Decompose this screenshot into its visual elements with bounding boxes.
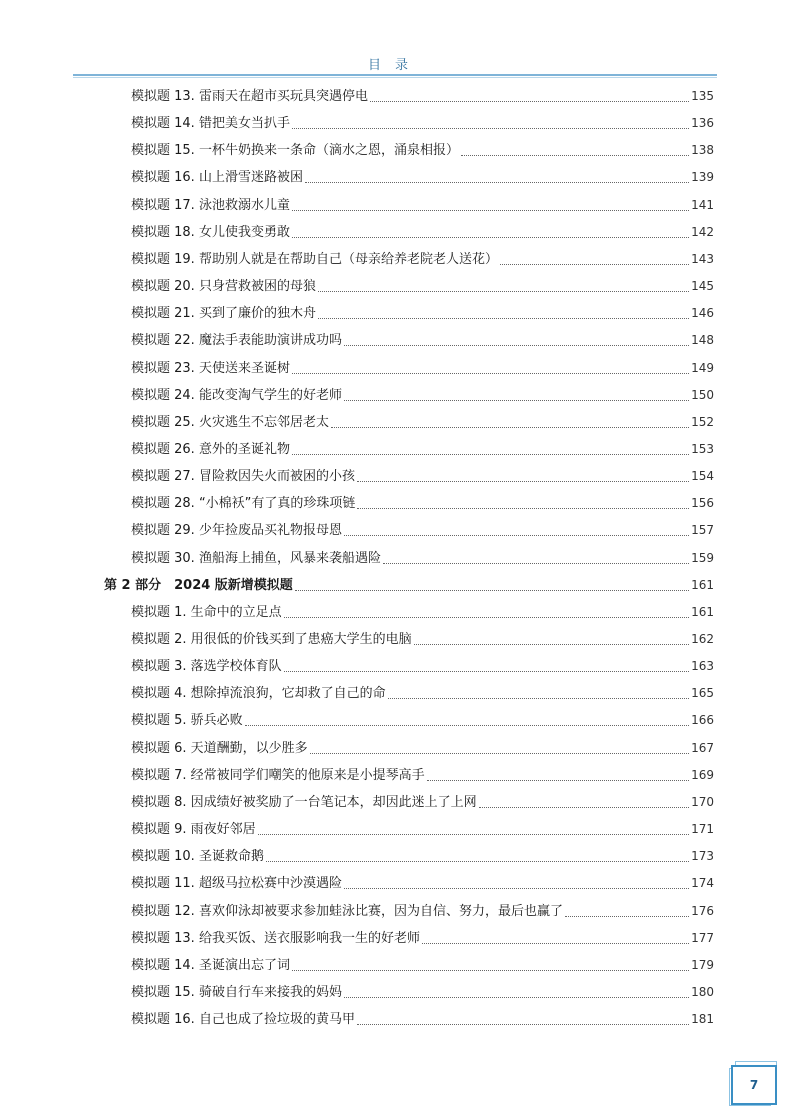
dot-leader [461, 154, 689, 156]
toc-entry-page: 174 [691, 876, 714, 891]
toc-entry-title: 模拟题 24. 能改变淘气学生的好老师 [131, 387, 342, 403]
toc-entry [131, 164, 714, 191]
toc-entry-page: 177 [691, 930, 714, 945]
dot-leader [284, 616, 689, 618]
toc-entry [131, 626, 714, 653]
toc-entry [131, 300, 714, 327]
toc-entry-page: 165 [691, 686, 714, 701]
toc-entry [131, 436, 714, 463]
dot-leader [357, 480, 689, 482]
toc-entry-page: 171 [691, 822, 714, 837]
dot-leader [318, 317, 689, 319]
toc-entry [131, 192, 714, 219]
toc-entry-title: 模拟题 25. 火灾逃生不忘邻居老太 [131, 414, 329, 430]
toc-entry-title: 模拟题 6. 天道酬勤，以少胜多 [131, 740, 308, 756]
toc-entry-page: 150 [691, 387, 714, 402]
page-number-box [729, 1061, 777, 1105]
toc-entry-page: 149 [691, 360, 714, 375]
dot-leader [292, 969, 689, 971]
dot-leader [414, 643, 689, 645]
toc-entry-page: 139 [691, 170, 714, 185]
toc-entry [131, 355, 714, 382]
dot-leader [344, 344, 689, 346]
toc-entry-title: 模拟题 20. 只身营救被困的母狼 [131, 279, 316, 295]
dot-leader [292, 372, 689, 374]
toc-entry-title: 第 2 部分 2024 版新增模拟题 [104, 577, 293, 593]
toc-entry-title: 模拟题 15. 一杯牛奶换来一条命（滴水之恩，涌泉相报） [131, 143, 459, 159]
toc-entry [131, 110, 714, 137]
toc-entry-title: 模拟题 9. 雨夜好邻居 [131, 822, 256, 838]
dot-leader [388, 697, 689, 699]
dot-leader [357, 1023, 689, 1025]
toc-entry-page: 141 [691, 197, 714, 212]
toc-entry [131, 490, 714, 517]
toc-entry-page: 170 [691, 794, 714, 809]
toc-entry-title: 模拟题 4. 想除掉流浪狗，它却救了自己的命 [131, 686, 386, 702]
dot-leader [344, 996, 689, 998]
toc-entry-title: 模拟题 16. 自己也成了捡垃圾的黄马甲 [131, 1012, 355, 1028]
toc-entry-page: 157 [691, 523, 714, 538]
toc-entry [131, 762, 714, 789]
toc-entry-page: 163 [691, 659, 714, 674]
toc-entry-title: 模拟题 13. 给我买饭、送衣服影响我一生的好老师 [131, 930, 420, 946]
toc-entry-page: 156 [691, 496, 714, 511]
toc-header-title: 目录 [367, 58, 422, 73]
dot-leader [331, 426, 689, 428]
toc-entry [131, 653, 714, 680]
toc-entry-page: 162 [691, 632, 714, 646]
toc-entry-title: 模拟题 29. 少年捡废品买礼物报母恩 [131, 523, 342, 539]
toc-entry-page: 152 [691, 414, 714, 429]
toc-entry [131, 707, 714, 734]
dot-leader [292, 127, 689, 129]
dot-leader [344, 399, 689, 401]
toc-entry-title: 模拟题 14. 圣诞演出忘了词 [131, 957, 290, 973]
toc-entry-page: 181 [691, 1012, 714, 1027]
toc-entry-title: 模拟题 27. 冒险救因失火而被困的小孩 [131, 469, 355, 485]
header-rule-thin [73, 77, 717, 78]
dot-leader [245, 724, 689, 726]
toc-entry [131, 843, 714, 870]
toc-entry-page: 161 [691, 604, 714, 619]
toc-entry-title: 模拟题 26. 意外的圣诞礼物 [131, 441, 290, 457]
toc-entry [131, 816, 714, 843]
toc-entry-page: 159 [691, 550, 714, 565]
dot-leader [344, 534, 689, 536]
toc-entry-title: 模拟题 13. 雷雨天在超市买玩具突遇停电 [131, 89, 368, 104]
toc-entry-page: 143 [691, 251, 714, 266]
dot-leader [292, 209, 689, 211]
toc-entry-title: 模拟题 17. 泳池救溺水儿童 [131, 197, 290, 213]
dot-leader [383, 562, 689, 564]
dot-leader [284, 670, 689, 672]
toc-entry [131, 898, 714, 925]
toc-entry-page: 145 [691, 279, 714, 294]
dot-leader [344, 887, 689, 889]
toc-entry-title: 模拟题 3. 落选学校体育队 [131, 659, 282, 675]
toc-entry-title: 模拟题 11. 超级马拉松赛中沙漠遇险 [131, 876, 342, 892]
toc-entry [131, 382, 714, 409]
dot-leader [427, 779, 689, 781]
toc-entry-page: 166 [691, 713, 714, 728]
toc-entry [131, 517, 714, 544]
toc-entry-page: 169 [691, 767, 714, 782]
toc-entry-page: 173 [691, 849, 714, 864]
dot-leader [357, 507, 689, 509]
dot-leader [292, 236, 689, 238]
toc-entry-title: 模拟题 28. “小棉袄”有了真的珍珠项链 [131, 496, 356, 512]
toc-entry-page: 176 [691, 903, 714, 918]
toc-entry [131, 979, 714, 1006]
dot-leader [266, 860, 689, 862]
dot-leader [318, 290, 689, 292]
toc-entry [131, 545, 714, 572]
toc-entry [131, 599, 714, 626]
toc-entry-page: 179 [691, 957, 714, 972]
toc-entry [131, 83, 714, 110]
dot-leader [295, 589, 689, 591]
toc-entry-title: 模拟题 30. 渔船海上捕鱼，风暴来袭船遇险 [131, 550, 381, 566]
toc-entry-title: 模拟题 21. 买到了廉价的独木舟 [131, 306, 316, 322]
dot-leader [305, 181, 689, 183]
toc-entry [131, 789, 714, 816]
toc-entry [131, 273, 714, 300]
dot-leader [310, 752, 689, 754]
toc-entry-title: 模拟题 2. 用很低的价钱买到了患癌大学生的电脑 [131, 632, 412, 647]
toc-entry [131, 463, 714, 490]
toc-entry-page: 142 [691, 224, 714, 239]
toc-entry-page: 153 [691, 441, 714, 456]
dot-leader [479, 806, 689, 808]
toc-entry [131, 1006, 714, 1033]
toc-entry-page: 161 [691, 577, 714, 592]
dot-leader [292, 453, 689, 455]
toc-entry-page: 148 [691, 333, 714, 348]
toc-entry-title: 模拟题 19. 帮助别人就是在帮助自己（母亲给养老院老人送花） [131, 251, 498, 267]
toc-entry-title: 模拟题 18. 女儿使我变勇敢 [131, 224, 290, 240]
toc-entry-title: 模拟题 15. 骑破自行车来接我的妈妈 [131, 984, 342, 1000]
dot-leader [258, 833, 689, 835]
toc-entry [131, 735, 714, 762]
toc-entry-page: 154 [691, 469, 714, 484]
toc-entry-page: 135 [691, 89, 714, 103]
toc-entry-title: 模拟题 16. 山上滑雪迷路被困 [131, 170, 303, 186]
toc-entry-page: 167 [691, 740, 714, 755]
toc-entry [131, 327, 714, 354]
dot-leader [500, 263, 689, 265]
toc-entry-title: 模拟题 23. 天使送来圣诞树 [131, 360, 290, 376]
dot-leader [565, 915, 689, 917]
toc-entry [131, 870, 714, 897]
toc-entry [131, 952, 714, 979]
page-number: 7 [749, 1078, 759, 1092]
toc-entry-title: 模拟题 7. 经常被同学们嘲笑的他原来是小提琴高手 [131, 767, 425, 783]
toc-entry-title: 模拟题 10. 圣诞救命鹅 [131, 849, 264, 865]
toc-entry-title: 模拟题 8. 因成绩好被奖励了一台笔记本，却因此迷上了上网 [131, 794, 477, 810]
toc-entry [131, 137, 714, 164]
toc-entry-title: 模拟题 5. 骄兵必败 [131, 713, 243, 729]
toc-entry [131, 680, 714, 707]
toc-entry-page: 136 [691, 116, 714, 131]
dot-leader [370, 100, 689, 102]
toc-entry-page: 180 [691, 984, 714, 999]
toc-entry-page: 146 [691, 306, 714, 321]
toc-entry [131, 219, 714, 246]
toc-entry-title: 模拟题 22. 魔法手表能助演讲成功吗 [131, 333, 342, 349]
dot-leader [422, 942, 689, 944]
toc-entry-title: 模拟题 12. 喜欢仰泳却被要求参加蛙泳比赛，因为自信、努力，最后也赢了 [131, 903, 563, 919]
toc-entry-title: 模拟题 14. 错把美女当扒手 [131, 116, 290, 132]
header-rule [73, 74, 717, 76]
toc-entry [131, 246, 714, 273]
toc-entry-title: 模拟题 1. 生命中的立足点 [131, 604, 282, 620]
toc-section-heading [104, 572, 714, 599]
toc-entry-page: 138 [691, 143, 714, 158]
toc-entry [131, 409, 714, 436]
toc-entry [131, 925, 714, 952]
